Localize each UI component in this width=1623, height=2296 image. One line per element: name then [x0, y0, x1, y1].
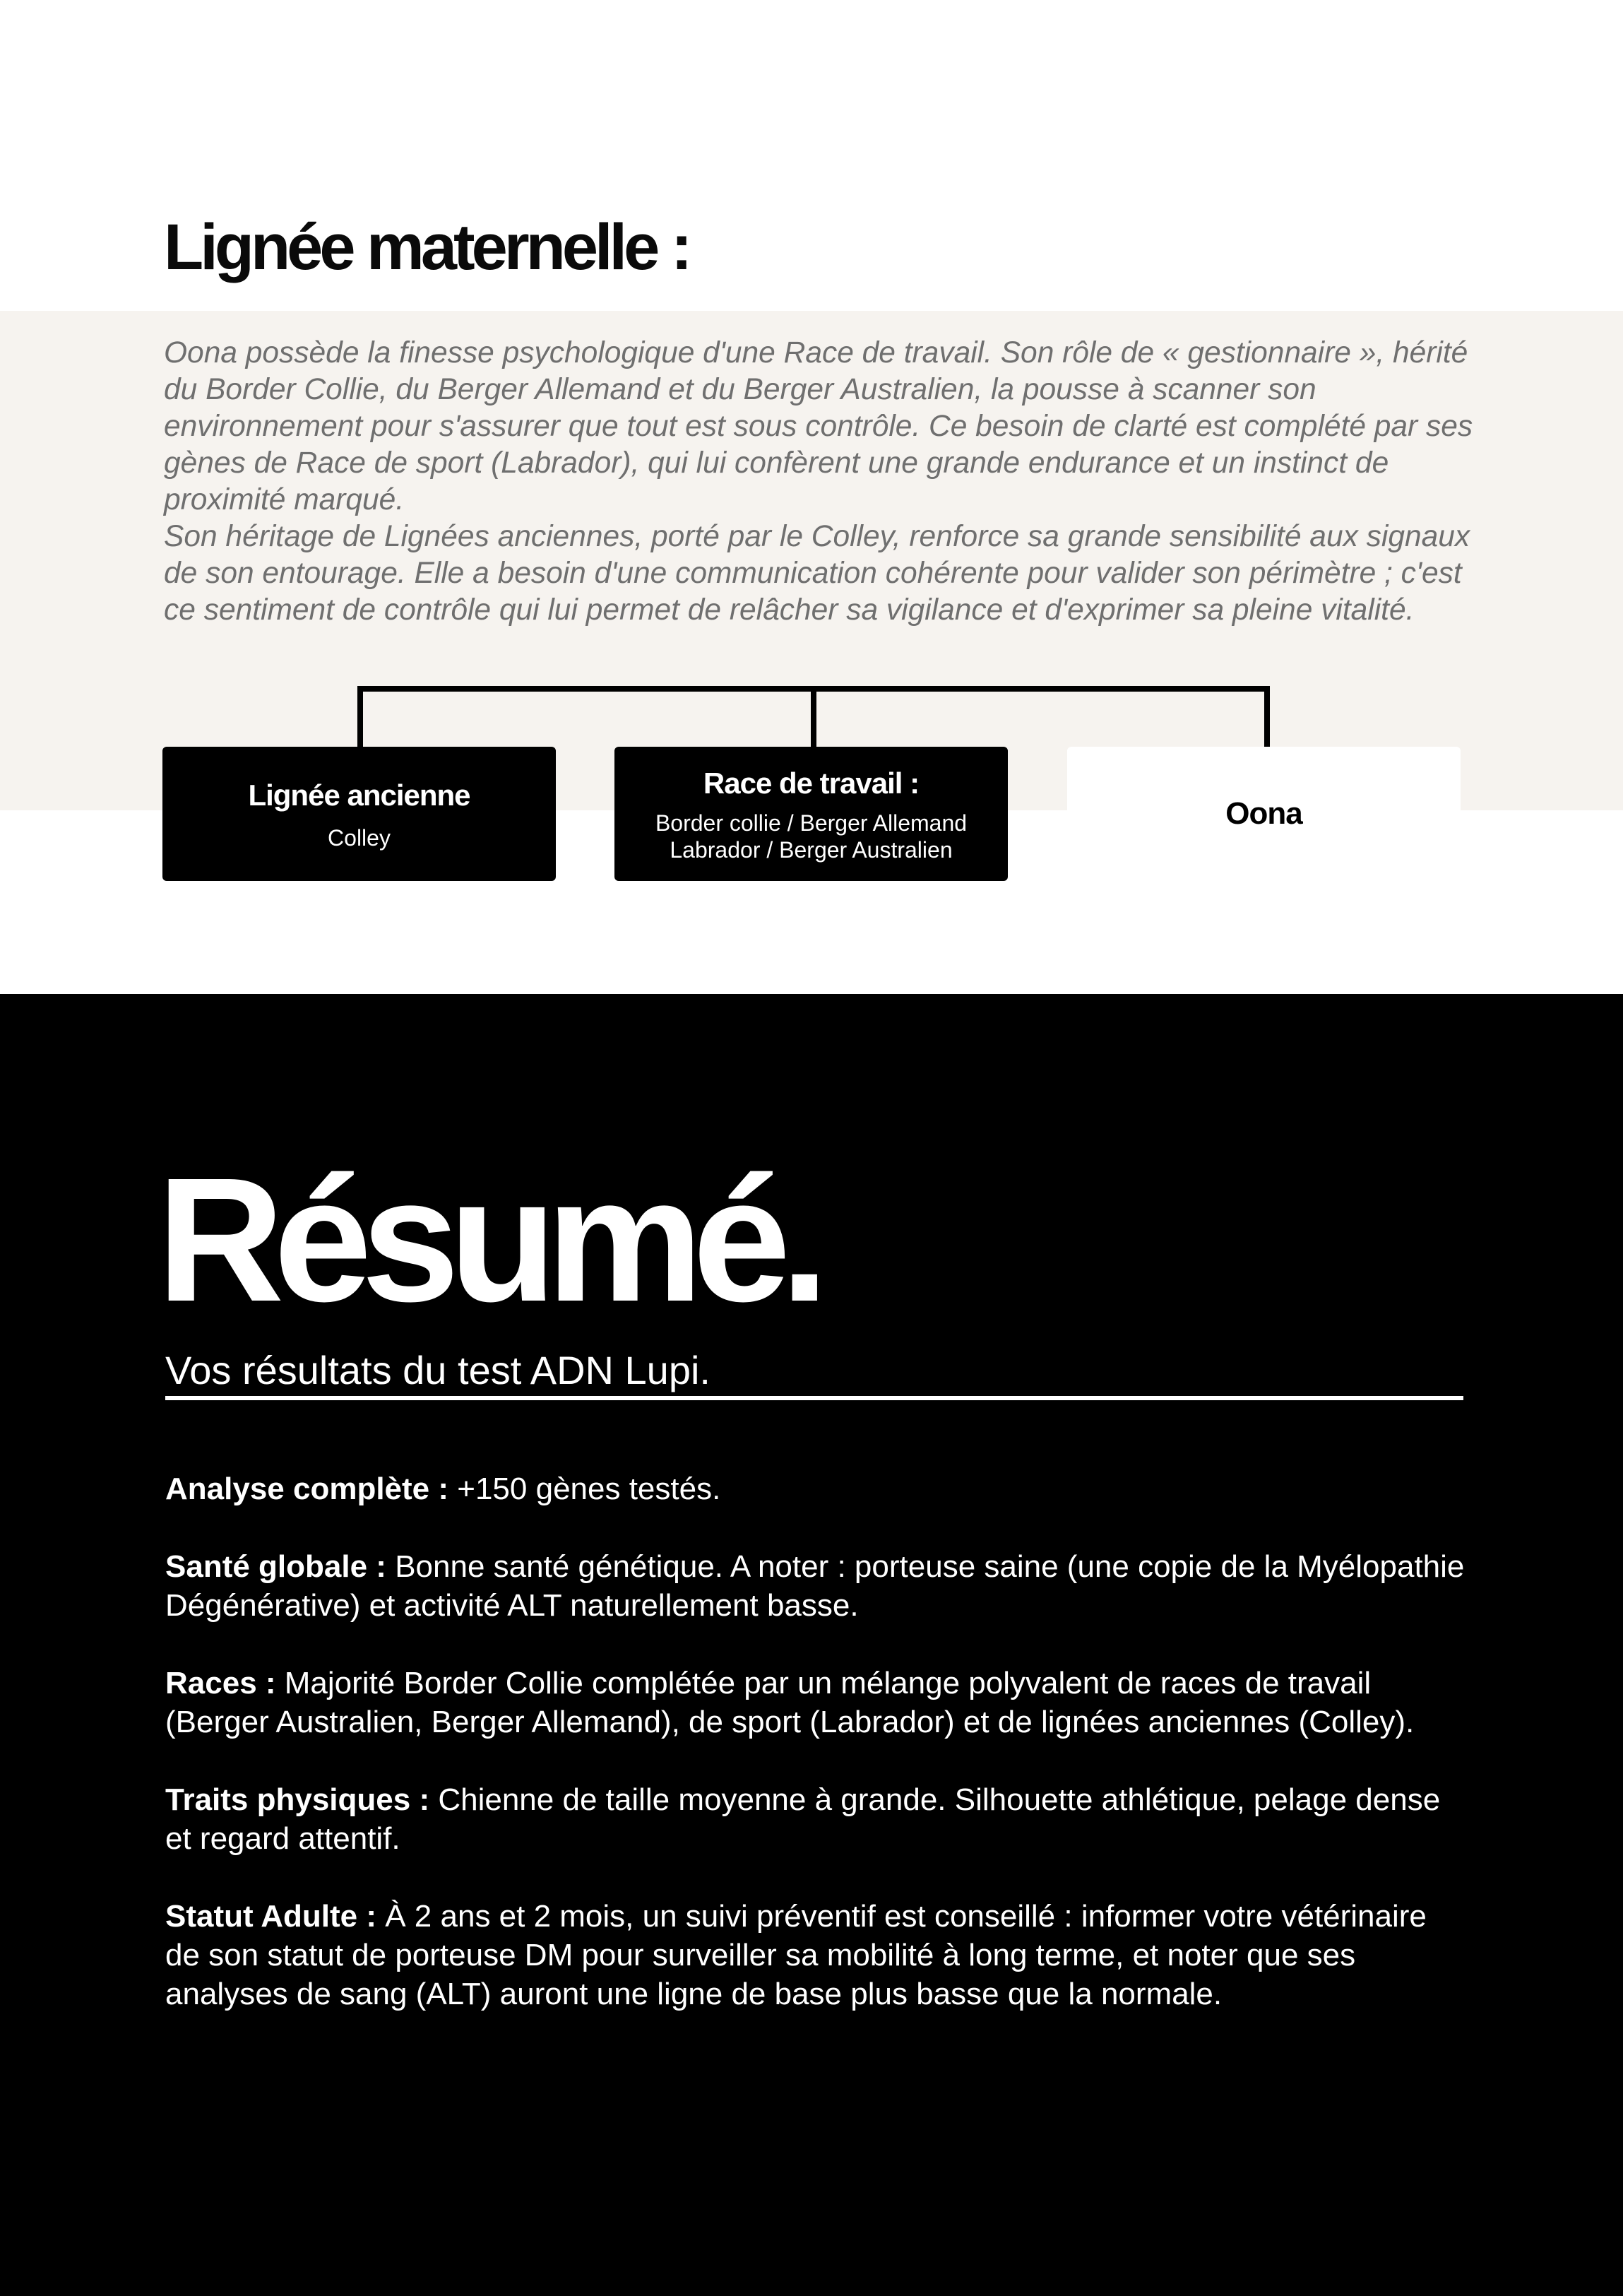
summary-subtitle: Vos résultats du test ADN Lupi. [165, 1348, 711, 1392]
summary-item [165, 1664, 1465, 1741]
maternal-lineage-heading: Lignée maternelle : [164, 211, 689, 283]
dog-name: Oona [1225, 796, 1302, 831]
summary-item-text: Chienne de taille moyenne à grande. Silhouette athlétique, pelage dense et regard attentif. [165, 1782, 1441, 1856]
working-breed-list [655, 810, 967, 863]
summary-item-label: Statut Adulte : [165, 1899, 376, 1934]
ancient-lineage-box [162, 747, 556, 881]
ancient-lineage-breeds: Colley [328, 825, 391, 851]
summary-item-text: Majorité Border Collie complétée par un mélange polyvalent de races de travail (Berger Australien, Berger Allemand), de sport (Labrador) et de lignées anciennes (Colley). [165, 1666, 1415, 1739]
working-breed-title: Race de travail : [703, 767, 920, 800]
summary-item-text: +150 gènes testés. [457, 1472, 721, 1506]
summary-item-label: Races : [165, 1666, 276, 1700]
summary-item-text: À 2 ans et 2 mois, un suivi préventif est conseillé : informer votre vétérinaire de son statut de porteuse DM pour surveiller sa mobilité à long terme, et noter que ses analyses de sang (ALT) auront une ligne de base plus basse que la normale. [165, 1899, 1427, 2011]
working-breed-line-2: Labrador / Berger Australien [670, 837, 953, 863]
description-paragraph-2: Son héritage de Lignées anciennes, porté par le Colley, renforce sa grande sensibilité aux signaux de son entourage. Elle a besoin d'une communication cohérente pour valider son périmètre ; c'est ce sentiment de contrôle qui lui permet de relâcher sa vigilance et d'exprimer sa pleine vitalité. [164, 520, 1470, 627]
summary-divider [165, 1396, 1463, 1400]
summary-item-text: Bonne santé génétique. A noter : porteuse saine (une copie de la Myélopathie Dégénérative) et activité ALT naturellement basse. [165, 1549, 1465, 1623]
dog-name-box [1067, 747, 1461, 881]
summary-item [165, 1469, 1465, 1508]
summary-item-label: Traits physiques : [165, 1782, 430, 1817]
working-breed-box [614, 747, 1008, 881]
summary-list [165, 1469, 1465, 2052]
summary-item-label: Analyse complète : [165, 1472, 449, 1506]
summary-item [165, 1780, 1465, 1858]
summary-title: Résumé. [157, 1141, 819, 1338]
ancient-lineage-title: Lignée ancienne [248, 779, 470, 812]
working-breed-line-1: Border collie / Berger Allemand [655, 810, 968, 836]
summary-item [165, 1547, 1465, 1625]
summary-item [165, 1897, 1465, 2013]
summary-item-label: Santé globale : [165, 1549, 386, 1584]
description-paragraph-1: Oona possède la finesse psychologique d'une Race de travail. Son rôle de « gestionnaire », hérité du Border Collie, du Berger Allemand et du Berger Australien, la pousse à scanner son environnement pour s'assurer que tout est sous contrôle. Ce besoin de clarté est complété par ses gènes de Race de sport (Labrador), qui lui confèrent une grande endurance et un instinct de proximité marqué. [164, 336, 1473, 516]
